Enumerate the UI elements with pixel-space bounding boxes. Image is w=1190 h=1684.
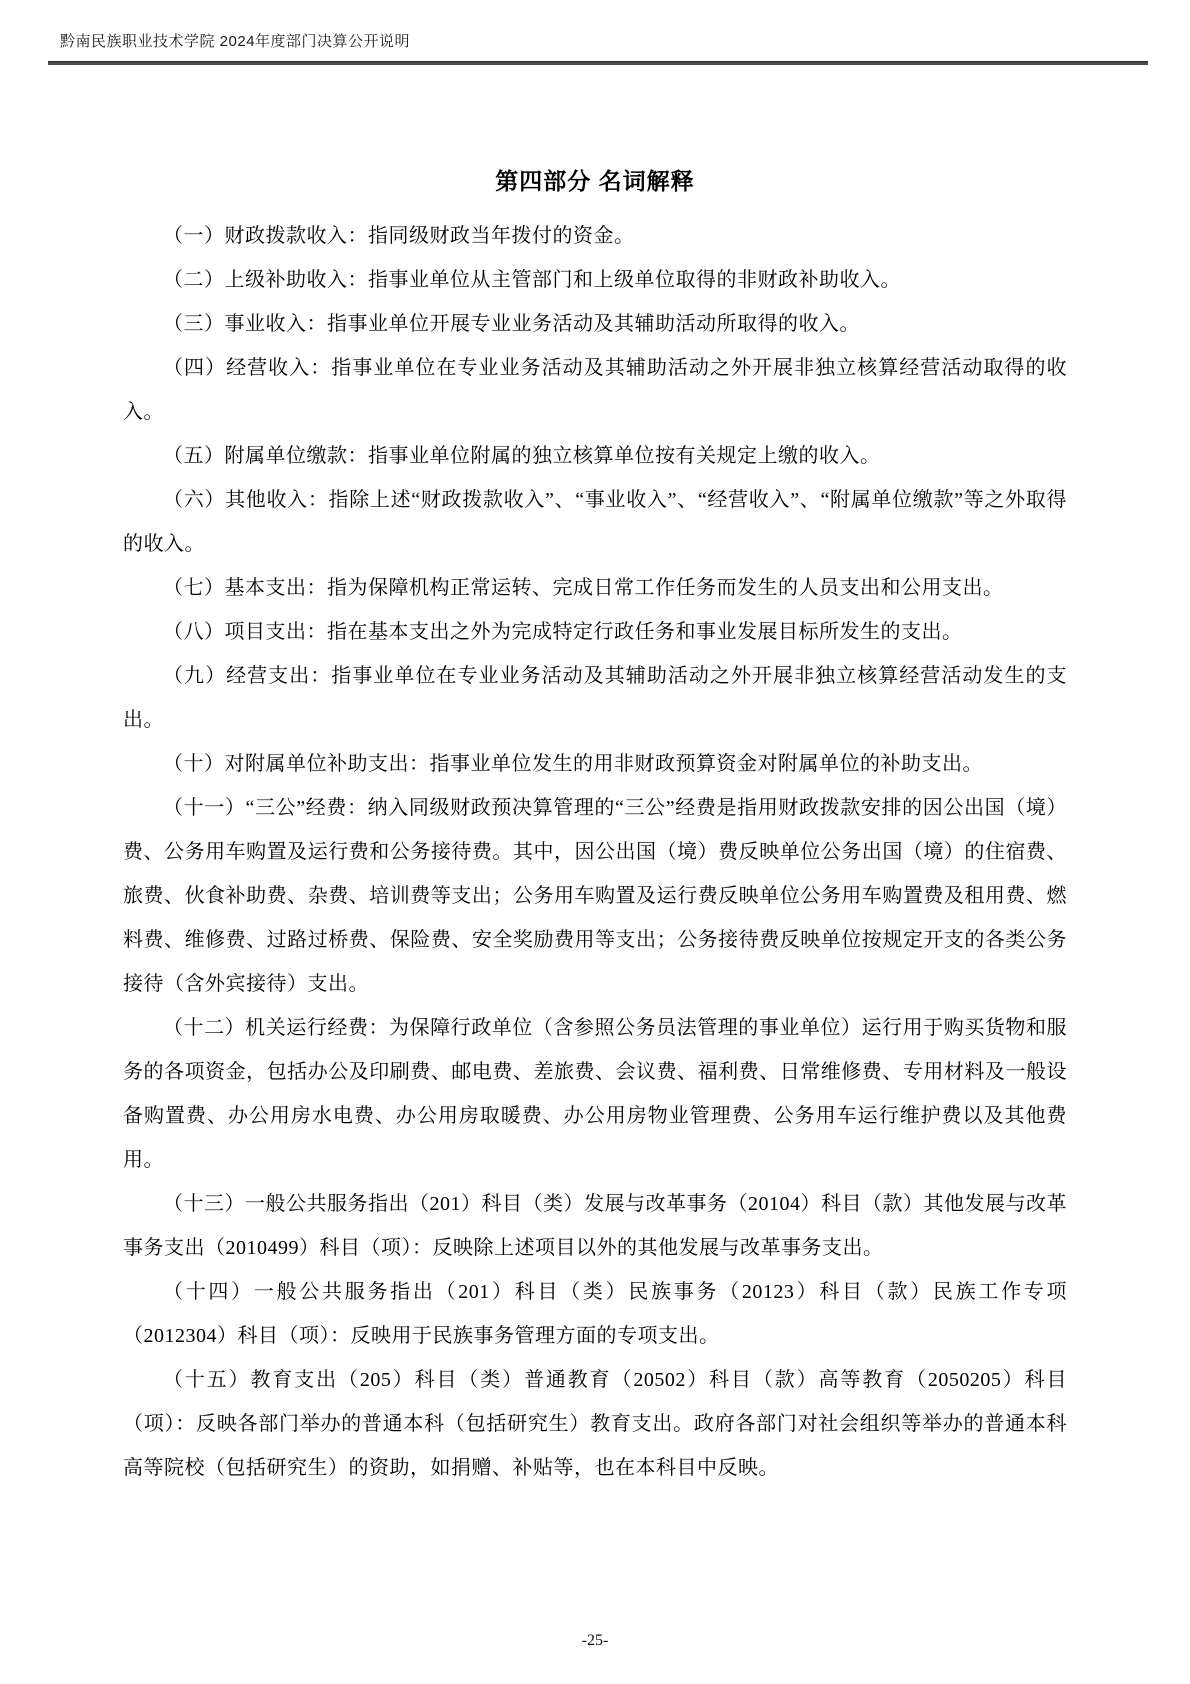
document-header: 黔南民族职业技术学院 2024年度部门决算公开说明 (60, 33, 411, 50)
definition-paragraph: （十二）机关运行经费：为保障行政单位（含参照公务员法管理的事业单位）运行用于购买货物和服务的各项资金，包括办公及印刷费、邮电费、差旅费、会议费、福利费、日常维修费、专用材料及一般设备购置费、办公用房水电费、办公用房取暖费、办公用房物业管理费、公务用车运行维护费以及其他费用。 (123, 1017, 1067, 1171)
definition-paragraph: （十）对附属单位补助支出：指事业单位发生的用非财政预算资金对附属单位的补助支出。 (163, 753, 983, 775)
definition-paragraph: （六）其他收入：指除上述“财政拨款收入”、“事业收入”、“经营收入”、“附属单位缴款”等之外取得的收入。 (123, 489, 1067, 555)
definition-paragraph: （九）经营支出：指事业单位在专业业务活动及其辅助活动之外开展非独立核算经营活动发生的支出。 (123, 665, 1067, 731)
page-number: -25- (581, 1632, 609, 1649)
definition-paragraph: （十三）一般公共服务指出（201）科目（类）发展与改革事务（20104）科目（款）其他发展与改革事务支出（2010499）科目（项）：反映除上述项目以外的其他发展与改革事务支出。 (123, 1193, 1067, 1259)
page-title: 第四部分 名词解释 (495, 168, 695, 194)
header-divider (48, 61, 1148, 65)
definition-paragraph: （十一）“三公”经费：纳入同级财政预决算管理的“三公”经费是指用财政拨款安排的因公出国（境）费、公务用车购置及运行费和公务接待费。其中，因公出国（境）费反映单位公务出国（境）的住宿费、旅费、伙食补助费、杂费、培训费等支出；公务用车购置及运行费反映单位公务用车购置费及租用费、燃料费、维修费、过路过桥费、保险费、安全奖励费用等支出；公务接待费反映单位按规定开支的各类公务接待（含外宾接待）支出。 (123, 797, 1067, 995)
definition-paragraph: （三）事业收入：指事业单位开展专业业务活动及其辅助活动所取得的收入。 (163, 313, 860, 335)
definition-paragraph: （二）上级补助收入：指事业单位从主管部门和上级单位取得的非财政补助收入。 (163, 269, 901, 291)
definition-paragraph: （八）项目支出：指在基本支出之外为完成特定行政任务和事业发展目标所发生的支出。 (163, 621, 963, 643)
definition-paragraph: （四）经营收入：指事业单位在专业业务活动及其辅助活动之外开展非独立核算经营活动取得的收入。 (123, 357, 1067, 423)
definition-paragraph: （十五）教育支出（205）科目（类）普通教育（20502）科目（款）高等教育（2050205）科目（项）：反映各部门举办的普通本科（包括研究生）教育支出。政府各部门对社会组织等举办的普通本科高等院校（包括研究生）的资助，如捐赠、补贴等，也在本科目中反映。 (123, 1369, 1067, 1479)
definition-paragraph: （七）基本支出：指为保障机构正常运转、完成日常工作任务而发生的人员支出和公用支出。 (163, 577, 1004, 599)
definitions-section (0, 214, 1190, 1490)
definition-paragraph: （十四）一般公共服务指出（201）科目（类）民族事务（20123）科目（款）民族工作专项（2012304）科目（项）：反映用于民族事务管理方面的专项支出。 (123, 1281, 1067, 1347)
definition-paragraph: （五）附属单位缴款：指事业单位附属的独立核算单位按有关规定上缴的收入。 (163, 445, 881, 467)
definition-paragraph: （一）财政拨款收入：指同级财政当年拨付的资金。 (163, 225, 635, 247)
